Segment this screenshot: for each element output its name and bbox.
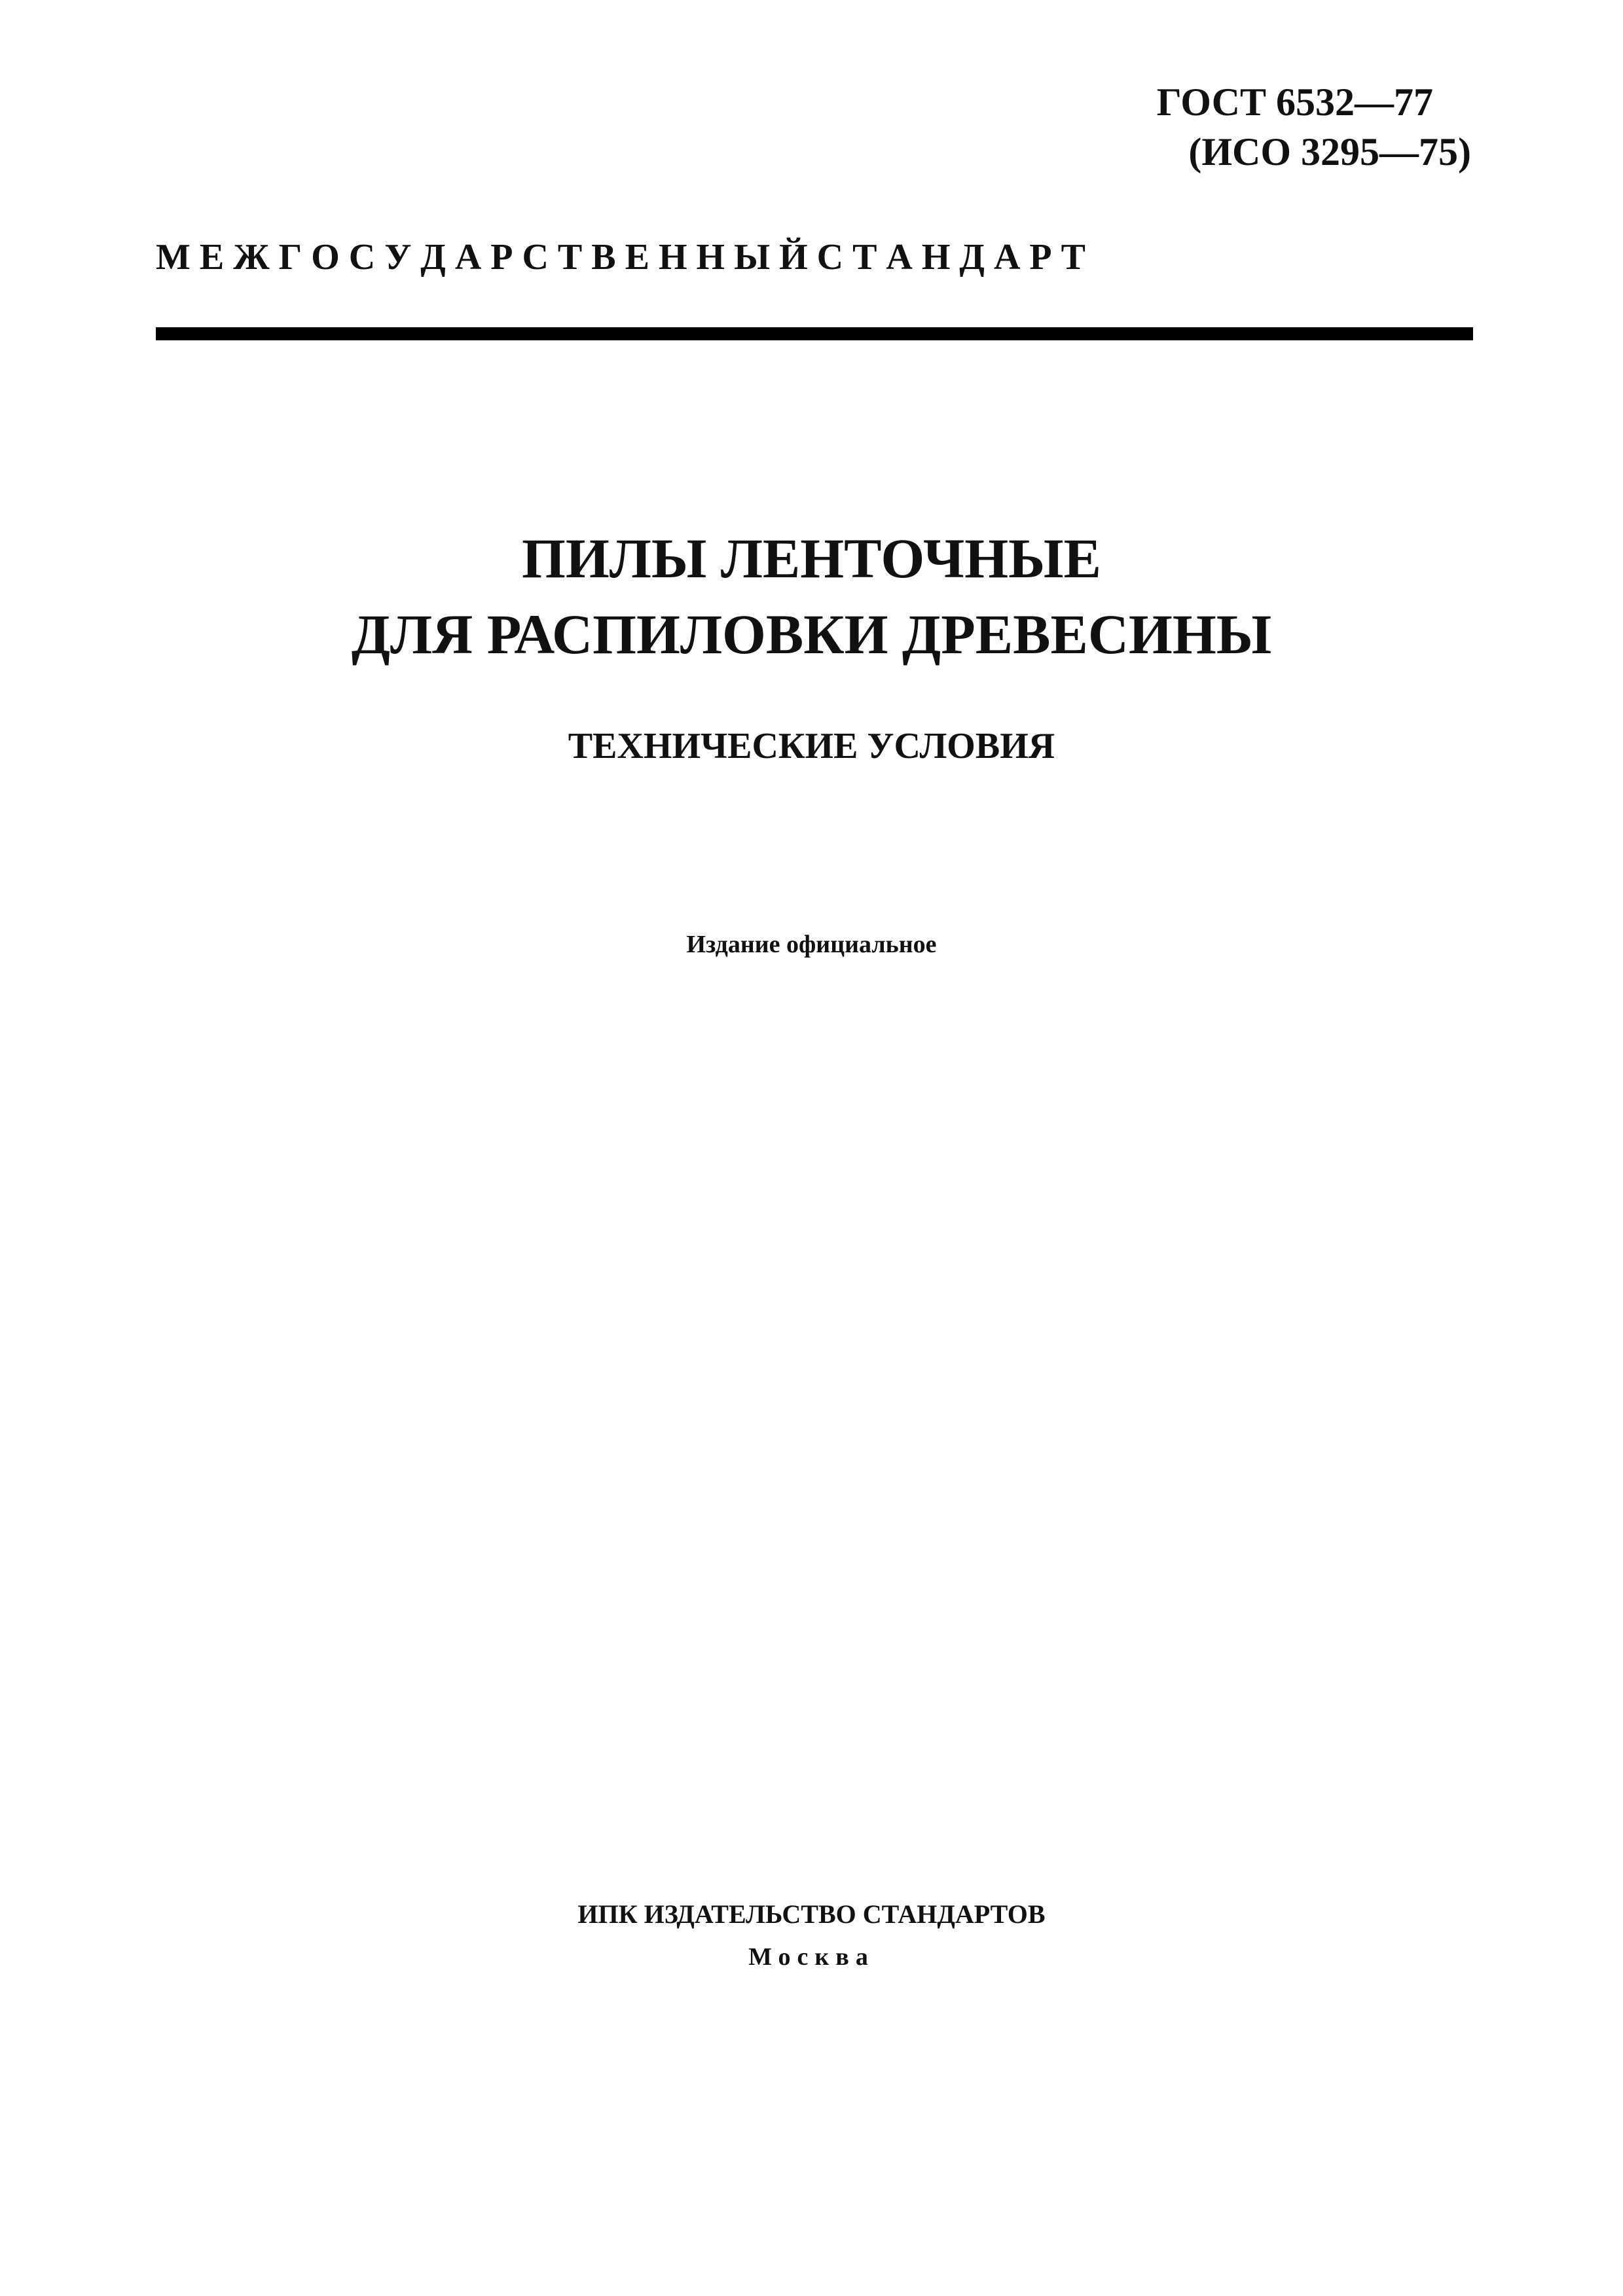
document-subtitle: ТЕХНИЧЕСКИЕ УСЛОВИЯ bbox=[568, 726, 1055, 766]
document-category bbox=[156, 234, 1473, 280]
publisher-name: ИПК ИЗДАТЕЛЬСТВО СТАНДАРТОВ bbox=[577, 1899, 1046, 1929]
iso-reference: (ИСО 3295—75) bbox=[1188, 130, 1471, 173]
document-title bbox=[0, 520, 1623, 672]
category-text: М Е Ж Г О С У Д А Р С Т В Е Н Н Ы Й С Т А Н Д А Р Т bbox=[156, 237, 1085, 278]
title-line-2: ДЛЯ РАСПИЛОВКИ ДРЕВЕСИНЫ bbox=[351, 603, 1272, 666]
edition-note: Издание официальное bbox=[686, 931, 937, 958]
standard-number: ГОСТ 6532—77 bbox=[1156, 81, 1433, 124]
standard-designation bbox=[1157, 77, 1471, 177]
title-line-1: ПИЛЫ ЛЕНТОЧНЫЕ bbox=[522, 527, 1101, 590]
header-divider bbox=[156, 327, 1473, 340]
publisher-city: Москва bbox=[748, 1943, 875, 1971]
